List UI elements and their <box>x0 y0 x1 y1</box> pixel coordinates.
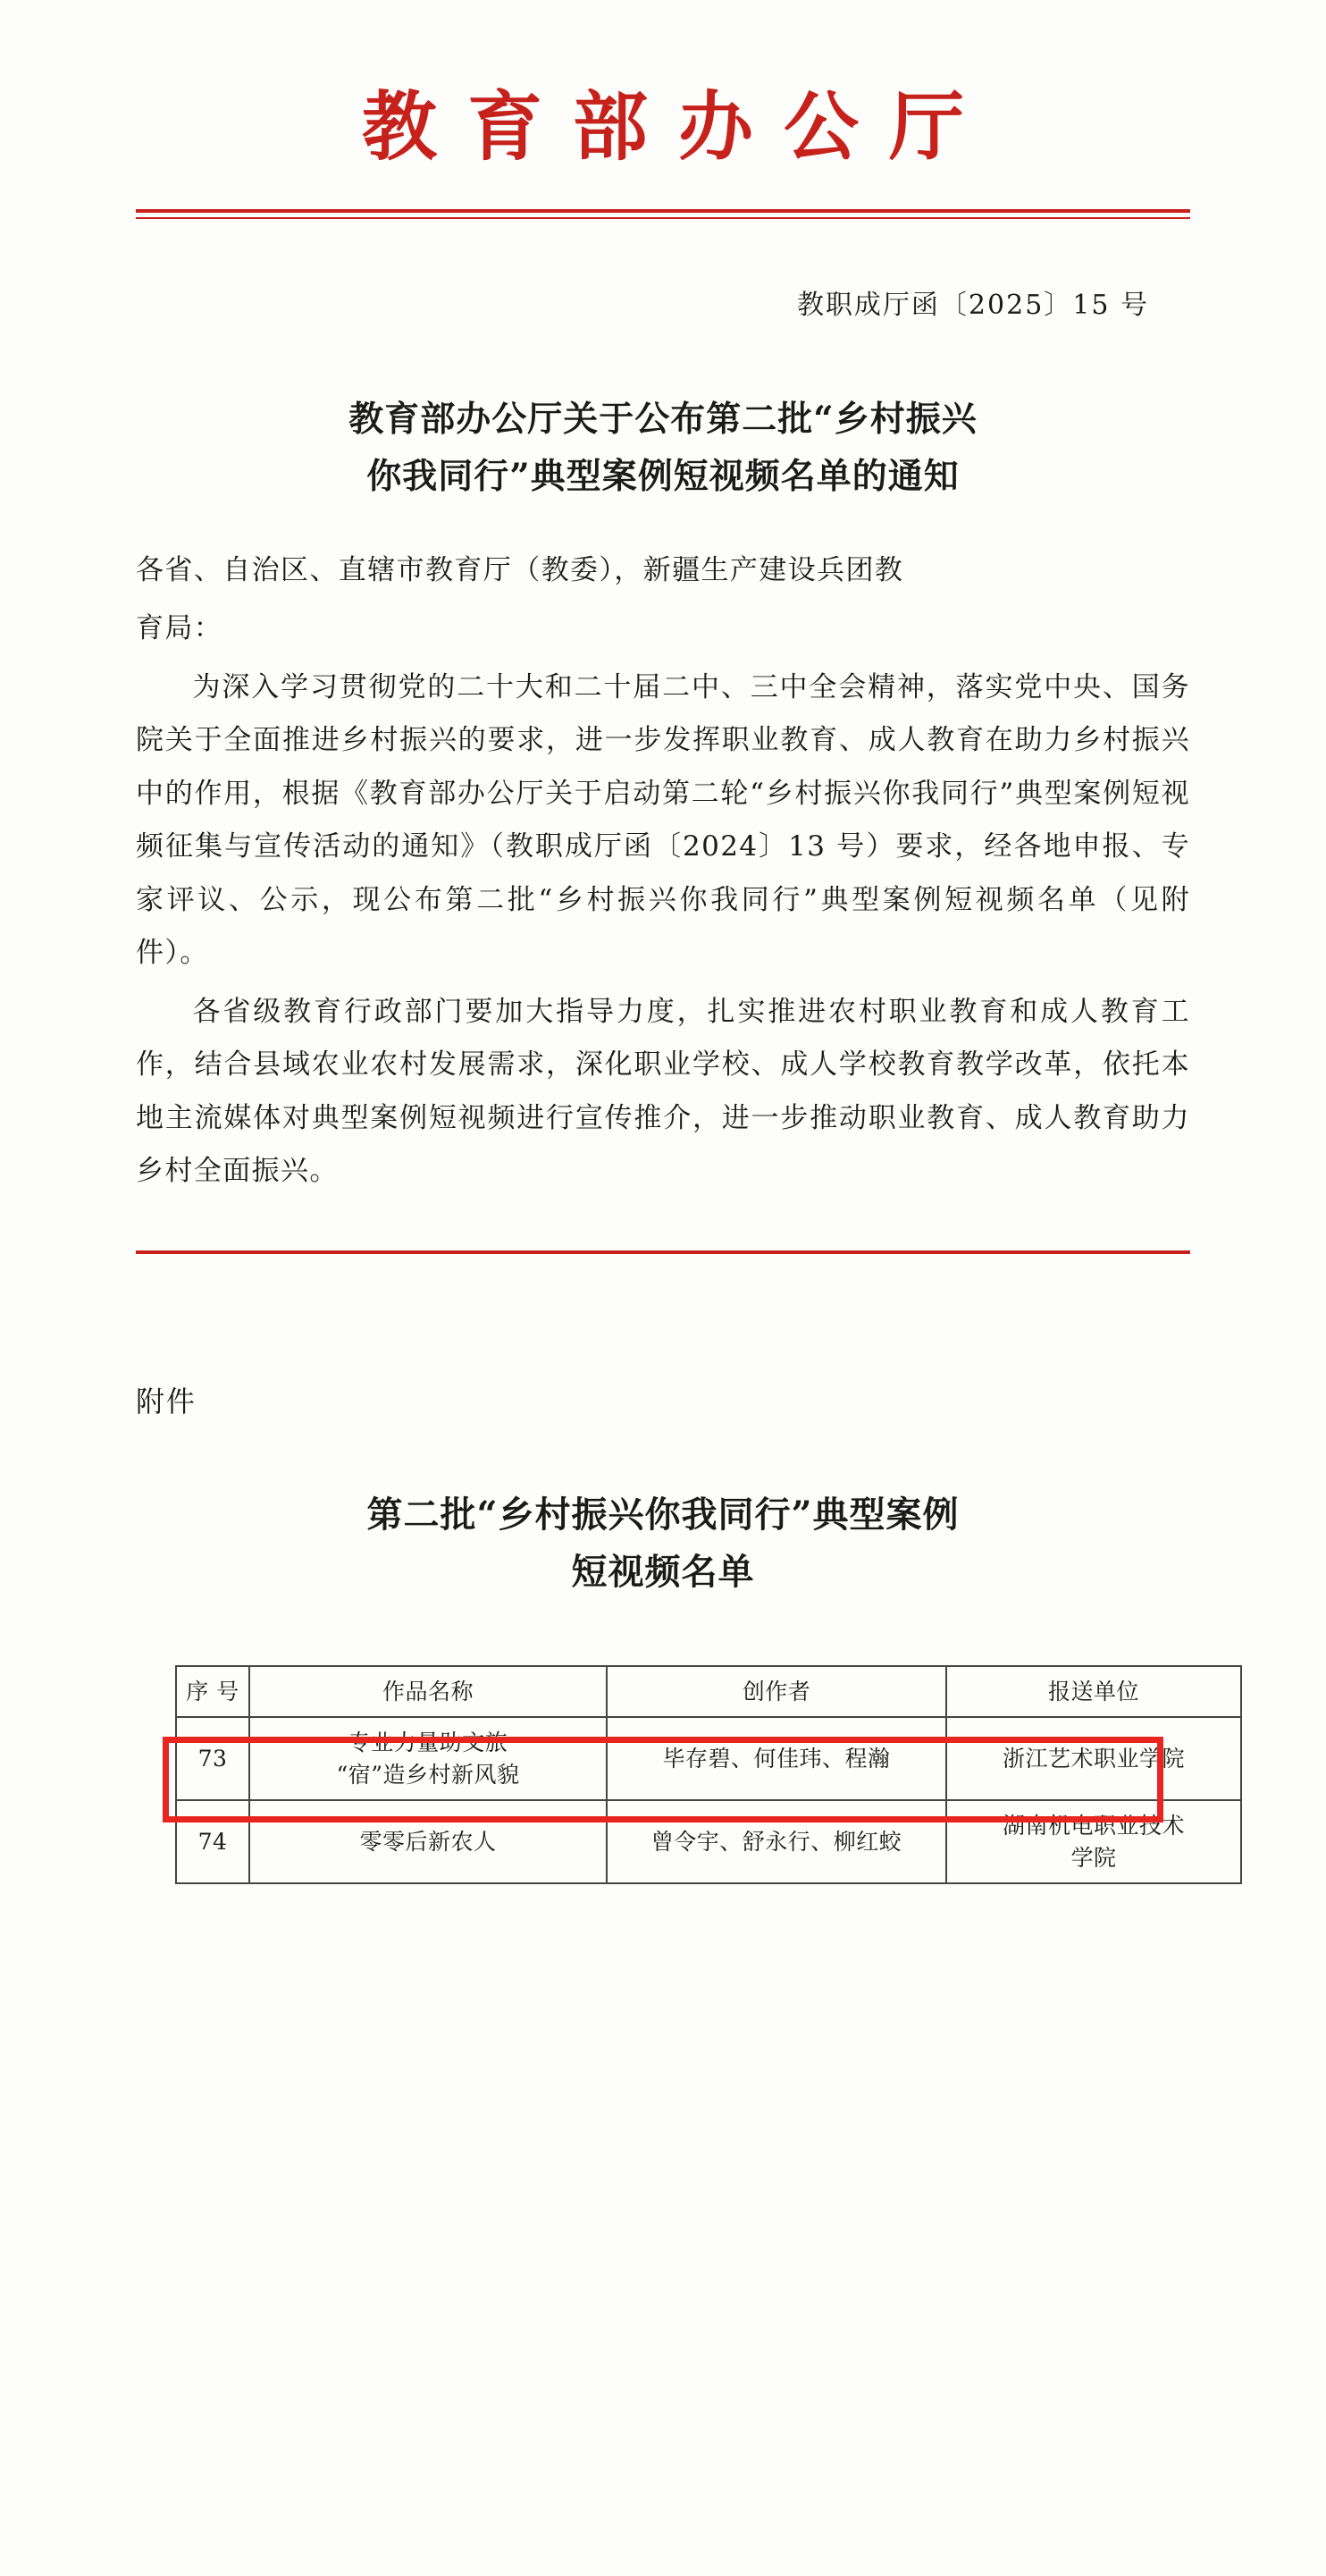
cell-work <box>249 1800 607 1883</box>
document-number: 教职成厅函〔2025〕15 号 <box>796 290 1149 322</box>
body-paragraph-1: 为深入学习贯彻党的二十大和二十届二中、三中全会精神，落实党中央、国务院关于全面推进乡村振兴的要求，进一步发挥职业教育、成人教育在助力乡村振兴中的作用，根据《教育部办公厅关于启动第二轮“乡村振兴你我同行”典型案例短视频征集与宣传活动的通知》（教职成厅函〔2024〕13 号）要求，经各地申报、专家评议、公示，现公布第二批“乡村振兴你我同行”典型案例短视频名单（见附件）。 <box>136 670 1190 970</box>
cell-seq: 74 <box>176 1800 249 1883</box>
table-header-row <box>176 1666 1241 1718</box>
cell-unit-line-1: 浙江艺术职业学院 <box>1002 1746 1185 1772</box>
issuing-organization: 教育部办公厅 <box>361 82 994 171</box>
column-header-work: 作品名称 <box>249 1666 607 1718</box>
cell-unit <box>946 1800 1241 1883</box>
masthead <box>136 0 1190 218</box>
table-row <box>176 1800 1241 1883</box>
column-header-seq-line-2: 号 <box>216 1678 239 1705</box>
body-paragraph-2: 各省级教育行政部门要加大指导力度，扎实推进农村职业教育和成人教育工作，结合县域农业农村发展需求，深化职业学校、成人学校教育教学改革，依托本地主流媒体对典型案例短视频进行宣传推介，进一步推动职业教育、成人教育助力乡村全面振兴。 <box>136 995 1190 1188</box>
cell-unit-line-2: 学院 <box>1070 1844 1117 1871</box>
attachment-title-line-1: 第二批“乡村振兴你我同行”典型案例 <box>366 1493 960 1536</box>
footer-rule <box>136 1250 1190 1256</box>
page-title-line-1: 教育部办公厅关于公布第二批“乡村振兴 <box>348 399 978 441</box>
attachment-label: 附件 <box>136 1384 197 1418</box>
document-body <box>136 544 1190 1199</box>
page-title <box>136 391 1190 504</box>
attachment-title <box>136 1486 1190 1601</box>
cell-unit-line-1: 湖南机电职业技术 <box>1002 1813 1185 1839</box>
salutation-line-2: 育局： <box>136 612 223 645</box>
column-header-creator: 创作者 <box>607 1666 946 1718</box>
cell-work-line-1: 专业力量助文旅 <box>348 1730 508 1756</box>
cell-work <box>249 1717 607 1800</box>
attachment-table <box>175 1665 1242 1885</box>
document-content <box>136 0 1190 1884</box>
attachment-title-line-2: 短视频名单 <box>571 1550 755 1593</box>
cell-seq: 73 <box>176 1717 249 1800</box>
salutation-line-1: 各省、自治区、直辖市教育厅（教委），新疆生产建设兵团教 <box>136 553 904 586</box>
column-header-seq-line-1: 序 <box>186 1678 209 1705</box>
cell-work-line-1: 零零后新农人 <box>359 1829 497 1856</box>
cell-creator: 曾令宇、舒永行、柳红蛟 <box>607 1800 946 1883</box>
cell-unit <box>946 1717 1241 1800</box>
cell-work-line-2: “宿”造乡村新风貌 <box>336 1761 520 1788</box>
attachment-table-wrap <box>136 1665 1190 1885</box>
table-row <box>176 1717 1241 1800</box>
cell-creator: 毕存碧、何佳玮、程瀚 <box>607 1717 946 1800</box>
column-header-unit: 报送单位 <box>946 1666 1241 1718</box>
page-title-line-2: 你我同行”典型案例短视频名单的通知 <box>366 455 960 497</box>
column-header-seq <box>176 1666 249 1718</box>
masthead-double-rule <box>136 209 1190 218</box>
